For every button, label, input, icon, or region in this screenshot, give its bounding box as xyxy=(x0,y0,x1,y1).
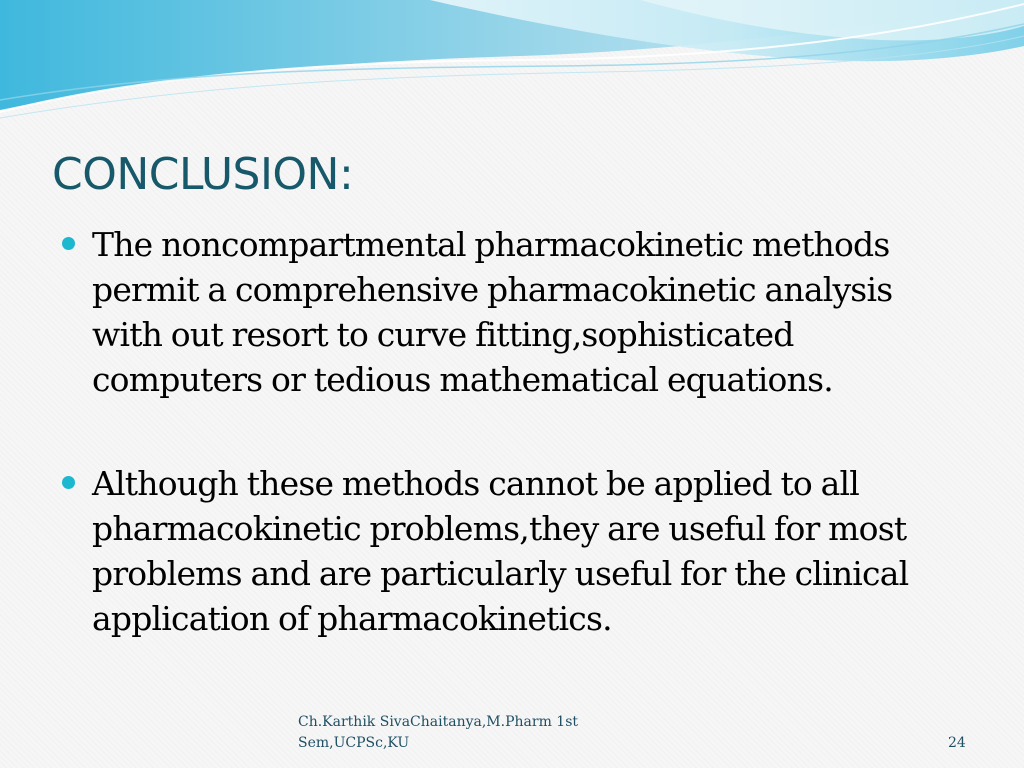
bullet-dot-icon xyxy=(62,237,75,250)
slide-title: CONCLUSION: xyxy=(52,149,354,200)
bullet-text: The noncompartmental pharmacokinetic methods permit a comprehensive pharmacokinetic analysis with out resort to curve fitting,sophisticated computers or tedious mathematical equations. xyxy=(92,225,893,399)
footer-author: Ch.Karthik SivaChaitanya,M.Pharm 1st Sem,UCPSc,KU xyxy=(298,714,579,751)
bullet-item xyxy=(62,461,962,641)
header-wave-graphic xyxy=(0,0,1024,120)
bullet-text: Although these methods cannot be applied to all pharmacokinetic problems,they are useful for most problems and are particularly useful for the clinical application of pharmacokinetics. xyxy=(92,464,909,638)
page-number: 24 xyxy=(948,735,966,751)
bullet-item xyxy=(62,222,962,402)
bullet-dot-icon xyxy=(62,476,75,489)
bullet-list xyxy=(62,222,962,641)
